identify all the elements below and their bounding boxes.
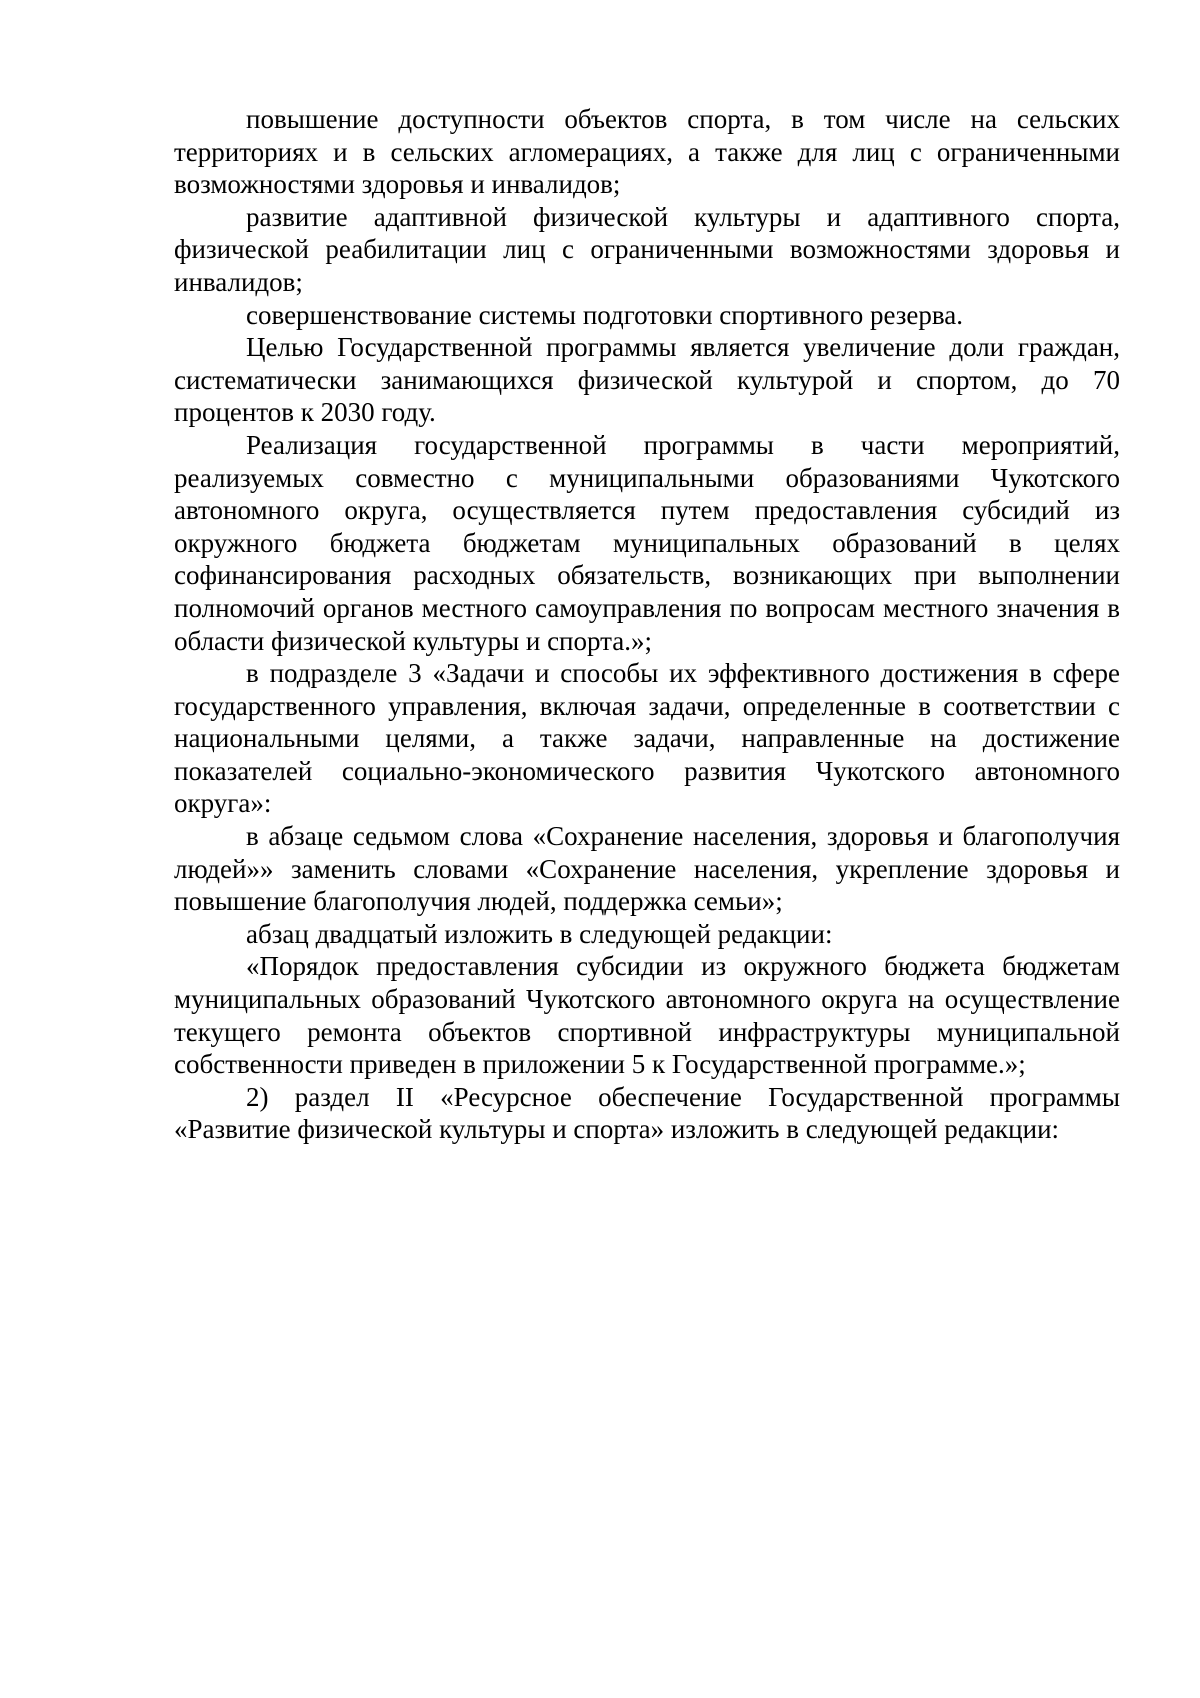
paragraph-3: совершенствование системы подготовки спортивного резерва. [246,299,964,330]
document-page [174,103,1120,1146]
paragraph-1: повышение доступности объектов спорта, в том числе на сельских территориях и в сельских агломерациях, а также для лиц с ограниченными возможностями здоровья и инвалидов; [174,104,1120,200]
paragraph-4: Целью Государственной программы является увеличение доли граждан, систематически занимающихся физической культурой и спортом, до 70 процентов к 2030 году. [174,332,1120,428]
paragraph-7: в абзаце седьмом слова «Сохранение населения, здоровья и благополучия людей»» заменить словами «Сохранение населения, укрепление здоровья и повышение благополучия людей, поддержка семьи»; [174,821,1120,917]
paragraph-9: «Порядок предоставления субсидии из окружного бюджета бюджетам муниципальных образований Чукотского автономного округа на осуществление текущего ремонта объектов спортивной инфраструктуры муниципальной собственности приведен в приложении 5 к Государственной программе.»; [174,951,1120,1080]
paragraph-8: абзац двадцатый изложить в следующей редакции: [246,918,833,949]
paragraph-10: 2) раздел II «Ресурсное обеспечение Государственной программы «Развитие физической культуры и спорта» изложить в следующей редакции: [174,1081,1120,1145]
paragraph-5: Реализация государственной программы в части мероприятий, реализуемых совместно с муниципальными образованиями Чукотского автономного округа, осуществляется путем предоставления субсидий из окружного бюджета бюджетам муниципальных образований в целях софинансирования расходных обязательств, возникающих при выполнении полномочий органов местного самоуправления по вопросам местного значения в области физической культуры и спорта.»; [174,429,1120,656]
paragraph-2: развитие адаптивной физической культуры и адаптивного спорта, физической реабилитации лиц с ограниченными возможностями здоровья и инвалидов; [174,201,1120,297]
paragraph-6: в подразделе 3 «Задачи и способы их эффективного достижения в сфере государственного управления, включая задачи, определенные в соответствии с национальными целями, а также задачи, направленные на достижение показателей социально-экономического развития Чукотского автономного округа»: [174,658,1120,819]
